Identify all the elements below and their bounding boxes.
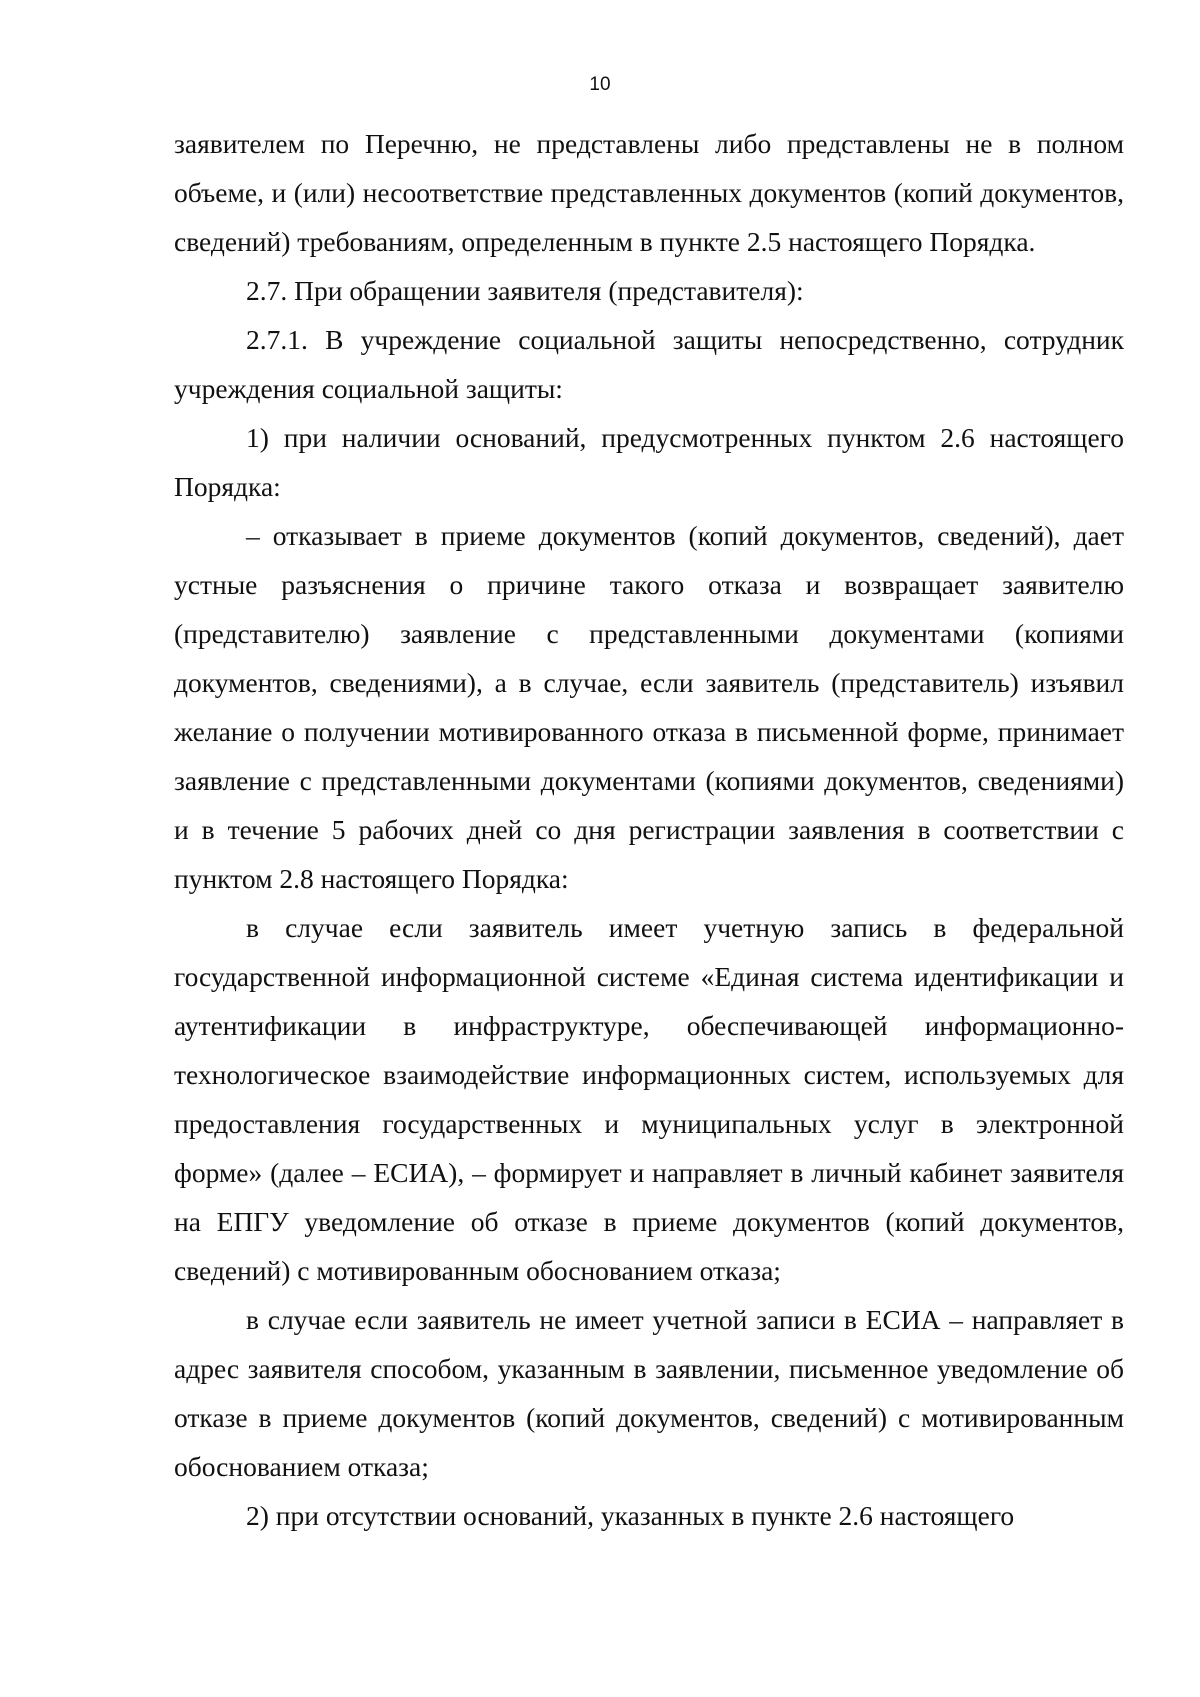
document-body: [174, 119, 1124, 1540]
paragraph-refusal: – отказывает в приеме документов (копий документов, сведений), дает устные разъяснения о причине такого отказа и возвращает заявителю (представителю) заявление с представленными документами (копиями документов, сведениями), а в случае, если заявитель (представитель) изъявил желание о получении мотивированного отказа в письменной форме, принимает заявление с представленными документами (копиями документов, сведениями) и в течение 5 рабочих дней со дня регистрации заявления в соответствии с пунктом 2.8 настоящего Порядка:: [174, 520, 1124, 894]
paragraph-esia-account: в случае если заявитель имеет учетную запись в федеральной государственной информационной системе «Единая система идентификации и аутентификации в инфраструктуре, обеспечивающей информационно-технологическое взаимодействие информационных систем, используемых для предоставления государственных и муниципальных услуг в электронной форме» (далее – ЕСИА), – формирует и направляет в личный кабинет заявителя на ЕПГУ уведомление об отказе в приеме документов (копий документов, сведений) с мотивированным обоснованием отказа;: [174, 912, 1124, 1286]
paragraph-2-7: 2.7. При обращении заявителя (представителя):: [246, 275, 804, 306]
page-number: 10: [589, 74, 611, 95]
paragraph-item-2: 2) при отсутствии оснований, указанных в пункте 2.6 настоящего: [246, 1500, 1015, 1531]
paragraph-2-7-1: 2.7.1. В учреждение социальной защиты непосредственно, сотрудник учреждения социальной защиты:: [174, 324, 1124, 404]
paragraph-no-esia-account: в случае если заявитель не имеет учетной записи в ЕСИА – направляет в адрес заявителя способом, указанным в заявлении, письменное уведомление об отказе в приеме документов (копий документов, сведений) с мотивированным обоснованием отказа;: [174, 1304, 1124, 1482]
paragraph-continuation: заявителем по Перечню, не представлены либо представлены не в полном объеме, и (или) несоответствие представленных документов (копий документов, сведений) требованиям, определенным в пункте 2.5 настоящего Порядка.: [174, 128, 1124, 257]
paragraph-item-1: 1) при наличии оснований, предусмотренных пунктом 2.6 настоящего Порядка:: [174, 422, 1124, 502]
